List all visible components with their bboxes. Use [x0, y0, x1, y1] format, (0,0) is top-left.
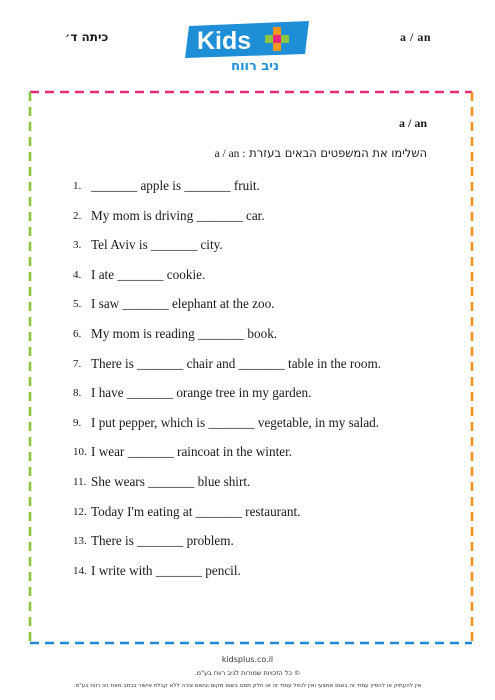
item-number: 6. [73, 327, 82, 340]
exercise-item [73, 237, 453, 267]
item-text: Tel Aviv is _______ city. [91, 237, 223, 253]
item-text: My mom is reading _______ book. [91, 325, 278, 341]
exercise-item [73, 296, 453, 326]
instruction-text [215, 146, 427, 160]
item-number: 9. [73, 416, 82, 429]
exercise-item [73, 415, 453, 445]
header-grade: כיתה ד׳ [65, 30, 109, 44]
exercise-item [73, 208, 453, 238]
item-number: 10. [73, 446, 87, 459]
instruction-words: a / an : [214, 148, 246, 160]
exercise-item [73, 444, 453, 474]
exercise-item [73, 563, 453, 593]
exercise-list [73, 178, 453, 592]
item-number: 2. [73, 209, 82, 222]
exercise-item [73, 178, 453, 208]
exercise-item [73, 267, 453, 297]
item-text: I ate _______ cookie. [91, 266, 206, 282]
worksheet-title: a / an [398, 116, 427, 130]
item-text: I saw _______ elephant at the zoo. [91, 296, 275, 312]
exercise-item [73, 326, 453, 356]
exercise-item [73, 504, 453, 534]
item-number: 13. [73, 535, 87, 548]
exercise-item [73, 533, 453, 563]
item-number: 3. [73, 239, 82, 252]
exercise-item [73, 356, 453, 386]
exercise-item [73, 385, 453, 415]
footer-disclaimer: אין להעתיק או להפיץ עמוד זה בשום אמצעי ואין לכפל עמוד זה או חלק ממנו בשום מקום ובשום צורה ללא קבלת אישור בכתב מאת ניב רווח בע"מ. [73, 683, 422, 689]
instruction-hebrew: השלימו את המשפטים הבאים בעזרת [249, 146, 427, 160]
item-number: 14. [73, 564, 87, 577]
item-text: My mom is driving _______ car. [91, 207, 265, 223]
item-number: 11. [73, 475, 87, 488]
header-topic: a / an [400, 30, 432, 44]
item-number: 12. [73, 505, 87, 518]
logo-text: Kids [197, 27, 252, 55]
item-number: 5. [73, 298, 82, 311]
item-number: 7. [73, 357, 82, 370]
logo-subtext: ניב רווח [231, 59, 279, 74]
item-number: 1. [73, 180, 82, 192]
item-text: I put pepper, which is _______ vegetable, in my salad. [91, 414, 380, 430]
item-text: She wears _______ blue shirt. [91, 473, 251, 489]
kids-plus-logo [183, 18, 315, 74]
footer-copyright: © כל הזכויות שמורות לניב רווח בע"מ. [194, 669, 301, 677]
item-number: 8. [73, 387, 82, 400]
item-text: There is _______ problem. [91, 533, 234, 549]
item-text: There is _______ chair and _______ table in the room. [91, 355, 382, 371]
exercise-item [73, 474, 453, 504]
item-text: I write with _______ pencil. [91, 562, 241, 578]
item-text: I have _______ orange tree in my garden. [91, 385, 312, 401]
footer-url[interactable]: kidsplus.co.il [221, 655, 274, 664]
item-text: _______ apple is _______ fruit. [91, 178, 260, 193]
item-text: Today I'm eating at _______ restaurant. [91, 503, 301, 519]
item-text: I wear _______ raincoat in the winter. [91, 444, 293, 460]
item-number: 4. [73, 268, 82, 281]
